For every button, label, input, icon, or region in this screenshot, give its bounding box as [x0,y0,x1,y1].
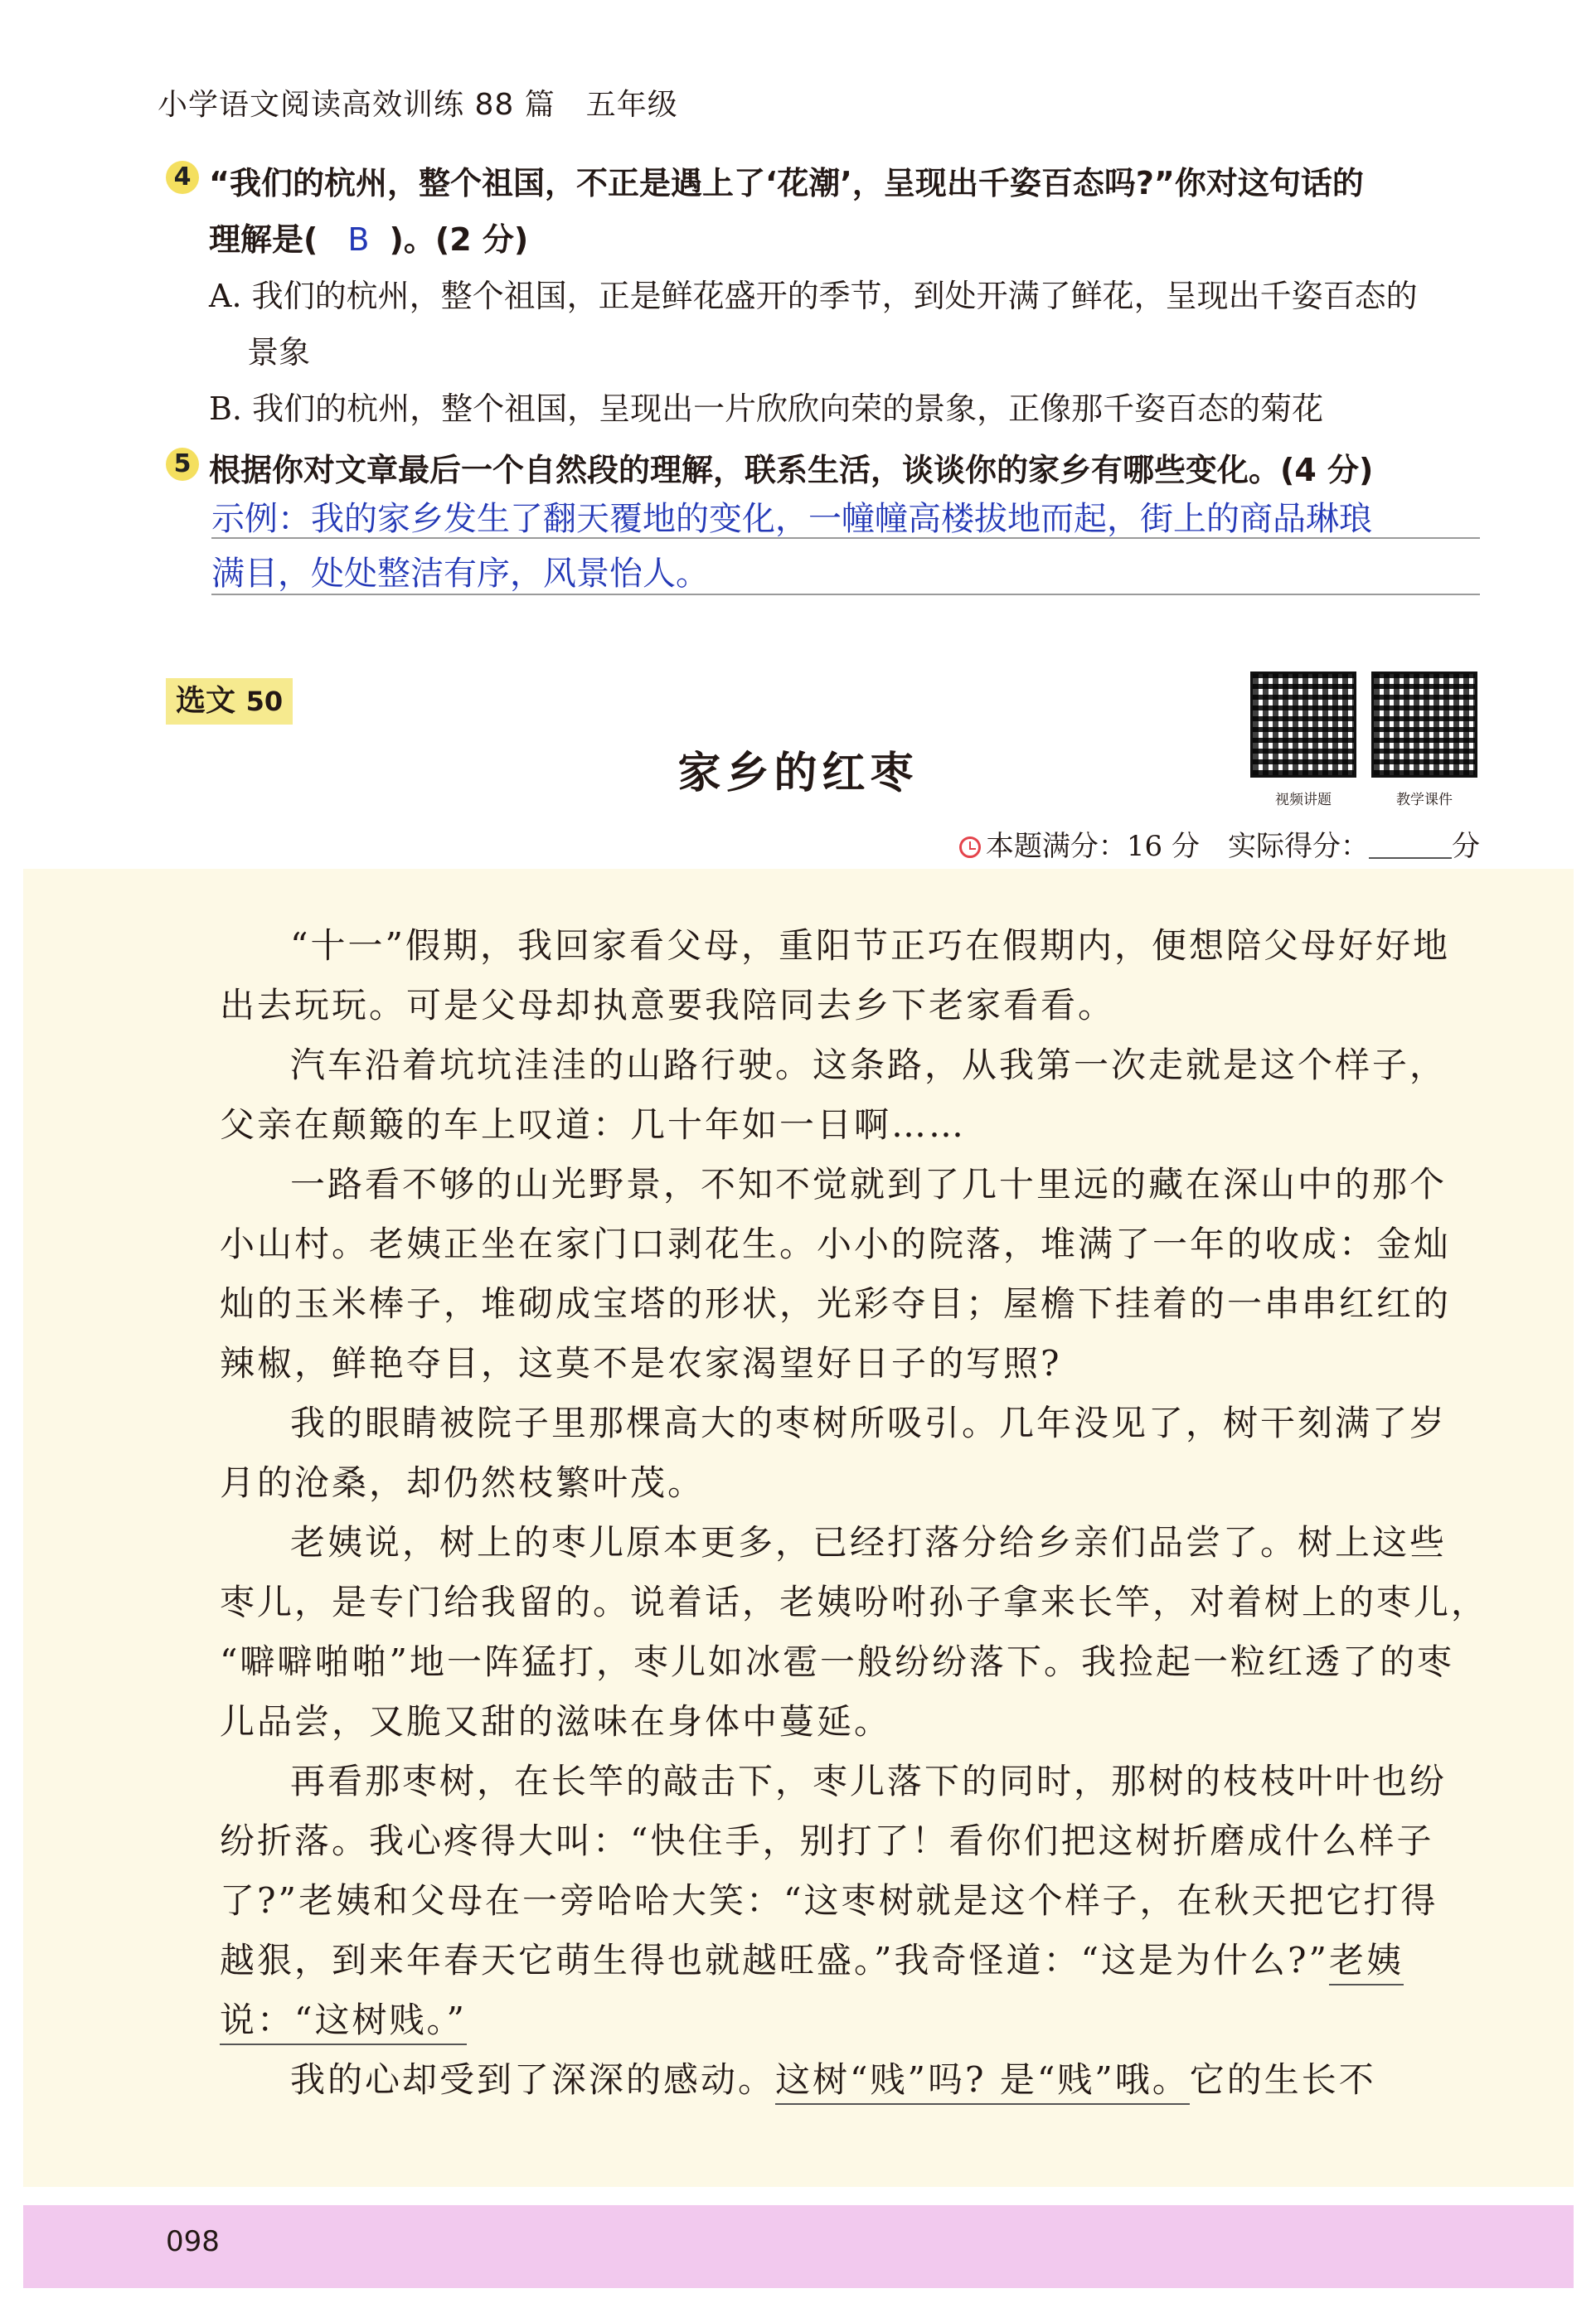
passage-text: 它的生长不 [1189,2059,1376,2100]
option-a-cont: 景象 [247,334,311,371]
score-actual-label: 实际得分： [1228,830,1369,863]
passage-line: 辣椒，鲜艳夺目，这莫不是农家渴望好日子的写照? [220,1343,1062,1384]
passage-line: 出去玩玩。可是父母却执意要我陪同去乡下老家看看。 [220,985,1116,1025]
qr-label-video: 视频讲题 [1275,792,1332,808]
passage-line: 灿的玉米棒子，堆砌成宝塔的形状，光彩夺目；屋檐下挂着的一串串红红的 [220,1283,1452,1324]
question-5-text: 根据你对文章最后一个自然段的理解，联系生活，谈谈你的家乡有哪些变化。(4 分) [209,452,1374,488]
qr-code-courseware[interactable] [1371,672,1477,778]
underlined-phrase: 老姨 [1329,1940,1404,1985]
passage-line: 我的眼睛被院子里那棵高大的枣树所吸引。几年没见了，树干刻满了岁 [290,1403,1448,1443]
score-full: 本题满分：16 分 [985,830,1200,863]
underlined-phrase: 说：“这树贱。” [220,2000,467,2045]
score-line [959,823,1480,864]
question-5-answer-line1: 示例：我的家乡发生了翻天覆地的变化，一幢幢高楼拔地而起，街上的商品琳琅 [211,500,1372,538]
passage-line: 再看那枣树，在长竿的敲击下，枣儿落下的同时，那树的枝枝叶叶也纷 [290,1761,1448,1801]
qr-code-video[interactable] [1250,672,1356,778]
passage-line: 汽车沿着坑坑洼洼的山路行驶。这条路，从我第一次走就是这个样子， [290,1045,1448,1085]
question-4-answer: B [347,221,370,258]
passage-line: 枣儿，是专门给我留的。说着话，老姨吩咐孙子拿来长竿，对着树上的枣儿， [220,1582,1489,1622]
question-5-answer-line2: 满目，处处整洁有序，风景怡人。 [211,555,709,593]
section-tag-number: 50 [245,686,284,717]
footer-band [23,2205,1574,2288]
qr-label-courseware: 教学课件 [1396,792,1453,808]
page-number: 098 [166,2225,220,2258]
passage-line [220,1993,467,2043]
passage-text: 越狠，到来年春天它萌生得也就越旺盛。”我奇怪道：“这是为什么?” [220,1940,1329,1981]
option-a: A. 我们的杭州，整个祖国，正是鲜花盛开的季节，到处开满了鲜花，呈现出千姿百态的 [209,278,1418,314]
passage-line: 老姨说，树上的枣儿原本更多，已经打落分给乡亲们品尝了。树上这些 [290,1522,1448,1563]
question-4-number: 4 [166,161,199,194]
answer-rule-1 [211,537,1480,539]
question-5-number: 5 [166,448,199,481]
passage-line: 儿品尝，又脆又甜的滋味在身体中蔓延。 [220,1701,892,1742]
option-b: B. 我们的杭州，整个祖国，呈现出一片欣欣向荣的景象，正像那千姿百态的菊花 [209,390,1324,427]
question-4-prompt: 理解是( [209,221,318,258]
passage-line: 月的沧桑，却仍然枝繁叶茂。 [220,1462,706,1503]
passage-text: 我的心却受到了深深的感动。 [290,2059,776,2100]
book-header: 小学语文阅读高效训练 88 篇 五年级 [158,88,678,122]
passage-line: 一路看不够的山光野景，不知不觉就到了几十里远的藏在深山中的那个 [290,1164,1448,1205]
passage-line: 小山村。老姨正坐在家门口剥花生。小小的院落，堆满了一年的收成：金灿 [220,1224,1452,1264]
score-blank[interactable] [1369,832,1452,859]
question-4-points: )。(2 分) [389,221,529,258]
question-4-text: “我们的杭州，整个祖国，不正是遇上了‘花潮’，呈现出千姿百态吗?”你对这句话的 [209,165,1364,201]
passage-line: 了?”老姨和父母在一旁哈哈大笑：“这枣树就是这个样子，在秋天把它打得 [220,1880,1438,1921]
score-unit: 分 [1452,830,1480,863]
answer-rule-2 [211,594,1480,595]
article-title: 家乡的红枣 [677,748,919,798]
passage-line: “噼噼啪啪”地一阵猛打，枣儿如冰雹一般纷纷落下。我捡起一粒红透了的枣 [220,1641,1454,1682]
section-tag-label: 选文 [176,684,236,718]
section-tag [166,678,293,725]
passage-line [290,2053,1376,2102]
passage-line: 父亲在颠簸的车上叹道：几十年如一日啊…… [220,1104,967,1145]
underlined-phrase: 这树“贱”吗? 是“贱”哦。 [775,2059,1190,2105]
passage-line: “十一”假期，我回家看父母，重阳节正巧在假期内，便想陪父母好好地 [290,925,1450,966]
clock-icon [959,836,981,858]
passage-line [220,1933,1404,1983]
passage-line: 纷折落。我心疼得大叫：“快住手，别打了！看你们把这树折磨成什么样子 [220,1821,1434,1861]
question-4-text-line2 [209,214,528,259]
